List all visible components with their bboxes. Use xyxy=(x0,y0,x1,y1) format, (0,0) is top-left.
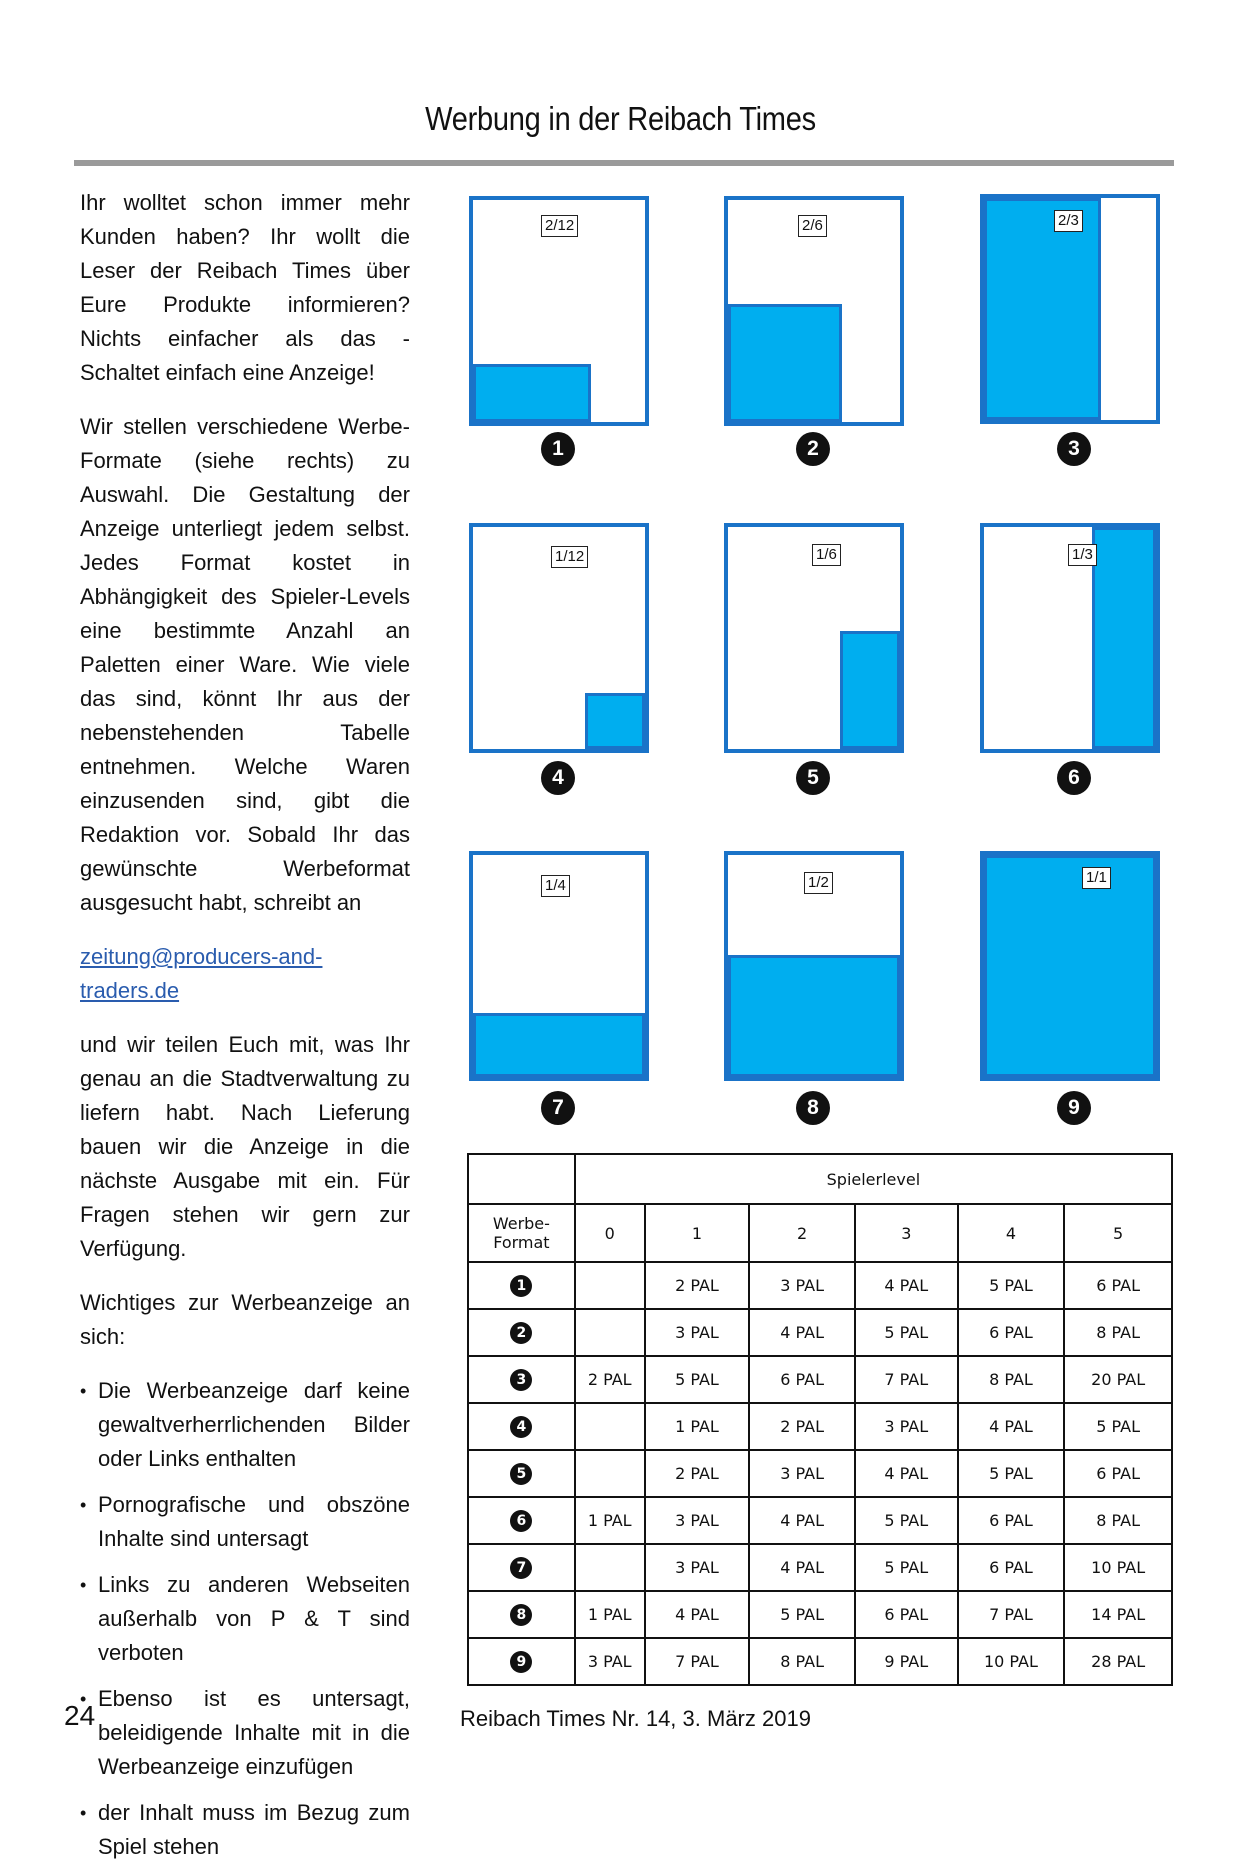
format-number-badge: 1 xyxy=(510,1275,532,1297)
price-cell: 6 PAL xyxy=(749,1356,855,1403)
format-label: 1/3 xyxy=(1068,544,1097,566)
table-row xyxy=(468,1450,1172,1497)
rules-list xyxy=(80,1374,410,1864)
price-cell: 2 PAL xyxy=(749,1403,855,1450)
price-cell: 8 PAL xyxy=(1064,1309,1172,1356)
level-header: 4 xyxy=(958,1204,1065,1262)
price-cell: 3 PAL xyxy=(749,1262,855,1309)
price-cell: 2 PAL xyxy=(575,1356,645,1403)
price-cell: 6 PAL xyxy=(958,1497,1065,1544)
price-cell: 10 PAL xyxy=(958,1638,1065,1685)
price-cell xyxy=(575,1544,645,1591)
formats-paragraph: Wir stellen verschiedene Werbe-Formate (siehe rechts) zu Auswahl. Die Gestaltung der Anzeige unterliegt jedem selbst. Jedes Format kostet in Abhängigkeit des Spieler-Levels eine bestimmte Anzahl an Paletten einer Ware. Wie viele das sind, könnt Ihr aus der nebenstehenden Tabelle entnehmen. Welche Waren einzusenden sind, gibt die Redaktion vor. Sobald Ihr das gewünschte Werbeformat ausgesucht habt, schreibt an xyxy=(80,414,410,915)
format-number-badge: 5 xyxy=(510,1463,532,1485)
format-number-badge: 9 xyxy=(510,1651,532,1673)
list-item: • Die Werbeanzeige darf keine gewaltverherrlichenden Bilder oder Links enthalten xyxy=(80,1374,410,1476)
price-cell: 3 PAL xyxy=(855,1403,958,1450)
price-cell: 5 PAL xyxy=(645,1356,750,1403)
price-cell: 2 PAL xyxy=(645,1450,750,1497)
format-label: 1/2 xyxy=(804,872,833,894)
table-row xyxy=(468,1591,1172,1638)
ad-area xyxy=(728,304,842,422)
format-number-badge: 7 xyxy=(541,1091,575,1125)
price-cell: 7 PAL xyxy=(645,1638,750,1685)
price-cell: 5 PAL xyxy=(855,1309,958,1356)
format-number-badge: 5 xyxy=(796,761,830,795)
price-cell: 3 PAL xyxy=(645,1544,750,1591)
format-label: 2/6 xyxy=(798,215,827,237)
format-label: 1/1 xyxy=(1082,867,1111,889)
price-cell: 5 PAL xyxy=(1064,1403,1172,1450)
ad-area xyxy=(585,693,645,749)
price-cell: 4 PAL xyxy=(855,1262,958,1309)
level-header: 1 xyxy=(645,1204,750,1262)
format-number-badge: 6 xyxy=(510,1510,532,1532)
price-cell: 4 PAL xyxy=(749,1544,855,1591)
rules-intro: Wichtiges zur Werbeanzeige an sich: xyxy=(80,1290,410,1349)
ad-area xyxy=(984,198,1101,420)
price-cell: 4 PAL xyxy=(958,1403,1065,1450)
list-item: • Links zu anderen Webseiten außerhalb von P & T sind verboten xyxy=(80,1568,410,1670)
format-diagram-7 xyxy=(469,851,649,1081)
format-number-badge: 8 xyxy=(510,1604,532,1626)
list-item: • Pornografische und obszöne Inhalte sind untersagt xyxy=(80,1488,410,1556)
table-corner-cell xyxy=(468,1154,575,1204)
price-cell: 6 PAL xyxy=(1064,1262,1172,1309)
table-row xyxy=(468,1262,1172,1309)
price-cell: 3 PAL xyxy=(575,1638,645,1685)
table-row xyxy=(468,1497,1172,1544)
price-cell: 6 PAL xyxy=(1064,1450,1172,1497)
footer-issue: Reibach Times Nr. 14, 3. März 2019 xyxy=(460,1706,811,1731)
format-number-badge: 3 xyxy=(1057,432,1091,466)
format-label: 1/4 xyxy=(541,875,570,897)
format-number-badge: 4 xyxy=(510,1416,532,1438)
format-label: 1/6 xyxy=(812,544,841,566)
price-cell: 8 PAL xyxy=(749,1638,855,1685)
format-label: 2/12 xyxy=(541,215,578,237)
ad-area xyxy=(728,955,900,1077)
text-column xyxy=(80,186,410,1876)
price-cell: 14 PAL xyxy=(1064,1591,1172,1638)
spielerlevel-header: Spielerlevel xyxy=(575,1154,1172,1204)
price-cell: 28 PAL xyxy=(1064,1638,1172,1685)
price-cell: 7 PAL xyxy=(958,1591,1065,1638)
price-cell: 20 PAL xyxy=(1064,1356,1172,1403)
format-diagram-9 xyxy=(980,851,1160,1081)
price-cell: 6 PAL xyxy=(958,1544,1065,1591)
price-cell: 5 PAL xyxy=(958,1262,1065,1309)
price-cell: 3 PAL xyxy=(749,1450,855,1497)
price-cell xyxy=(575,1450,645,1497)
format-diagram-3 xyxy=(980,194,1160,424)
format-diagram-5 xyxy=(724,523,904,753)
price-cell xyxy=(575,1309,645,1356)
format-number-badge: 8 xyxy=(796,1091,830,1125)
werbeformat-header: Werbe-Format xyxy=(468,1204,575,1262)
format-diagram-1 xyxy=(469,196,649,426)
format-number-badge: 6 xyxy=(1057,761,1091,795)
format-diagram-8 xyxy=(724,851,904,1081)
price-cell xyxy=(575,1403,645,1450)
price-table xyxy=(467,1153,1173,1686)
level-header: 2 xyxy=(749,1204,855,1262)
list-item: • der Inhalt muss im Bezug zum Spiel stehen xyxy=(80,1796,410,1864)
level-header: 3 xyxy=(855,1204,958,1262)
list-item: • Ebenso ist es untersagt, beleidigende Inhalte mit in die Werbeanzeige einzufügen xyxy=(80,1682,410,1784)
ad-area xyxy=(473,1013,645,1077)
price-cell: 1 PAL xyxy=(575,1497,645,1544)
price-cell: 6 PAL xyxy=(958,1309,1065,1356)
ad-area xyxy=(840,631,900,749)
price-cell: 5 PAL xyxy=(855,1497,958,1544)
price-cell: 8 PAL xyxy=(958,1356,1065,1403)
price-cell: 1 PAL xyxy=(645,1403,750,1450)
page-number: 24 xyxy=(64,1700,96,1731)
title-rule xyxy=(74,160,1174,166)
price-cell: 3 PAL xyxy=(645,1497,750,1544)
price-cell: 8 PAL xyxy=(1064,1497,1172,1544)
table-row xyxy=(468,1544,1172,1591)
format-diagram-6 xyxy=(980,523,1160,753)
table-row xyxy=(468,1638,1172,1685)
ad-area xyxy=(1092,527,1156,749)
format-number-badge: 2 xyxy=(510,1322,532,1344)
page-title: Werbung in der Reibach Times xyxy=(425,100,816,137)
price-cell: 10 PAL xyxy=(1064,1544,1172,1591)
format-label: 1/12 xyxy=(551,546,588,568)
price-cell: 5 PAL xyxy=(855,1544,958,1591)
email-link[interactable]: zeitung@producers-and-traders.de xyxy=(80,944,323,1003)
format-number-badge: 3 xyxy=(510,1369,532,1391)
format-label: 2/3 xyxy=(1054,210,1083,232)
ad-area xyxy=(984,855,1156,1077)
table-row xyxy=(468,1403,1172,1450)
price-cell: 4 PAL xyxy=(749,1497,855,1544)
format-number-badge: 2 xyxy=(796,432,830,466)
price-cell: 9 PAL xyxy=(855,1638,958,1685)
price-cell xyxy=(575,1262,645,1309)
price-cell: 3 PAL xyxy=(645,1309,750,1356)
price-cell: 6 PAL xyxy=(855,1591,958,1638)
intro-paragraph: Ihr wolltet schon immer mehr Kunden haben? Ihr wollt die Leser der Reibach Times über Eure Produkte informieren? Nichts einfacher als das - Schaltet einfach eine Anzeige! xyxy=(80,190,410,385)
level-header: 0 xyxy=(575,1204,645,1262)
price-cell: 5 PAL xyxy=(958,1450,1065,1497)
ad-area xyxy=(473,364,591,422)
price-cell: 4 PAL xyxy=(645,1591,750,1638)
format-number-badge: 1 xyxy=(541,432,575,466)
format-number-badge: 4 xyxy=(541,761,575,795)
price-cell: 1 PAL xyxy=(575,1591,645,1638)
price-cell: 4 PAL xyxy=(855,1450,958,1497)
price-cell: 5 PAL xyxy=(749,1591,855,1638)
format-number-badge: 7 xyxy=(510,1557,532,1579)
table-row xyxy=(468,1356,1172,1403)
price-cell: 4 PAL xyxy=(749,1309,855,1356)
price-cell: 2 PAL xyxy=(645,1262,750,1309)
delivery-paragraph: und wir teilen Euch mit, was Ihr genau an die Stadtverwaltung zu liefern habt. Nach Lieferung bauen wir die Anzeige in die nächste Ausgabe mit ein. Für Fragen stehen wir gern zur Verfügung. xyxy=(80,1032,410,1261)
format-diagram-4 xyxy=(469,523,649,753)
level-header: 5 xyxy=(1064,1204,1172,1262)
format-diagram-2 xyxy=(724,196,904,426)
price-cell: 7 PAL xyxy=(855,1356,958,1403)
table-row xyxy=(468,1309,1172,1356)
format-number-badge: 9 xyxy=(1057,1091,1091,1125)
